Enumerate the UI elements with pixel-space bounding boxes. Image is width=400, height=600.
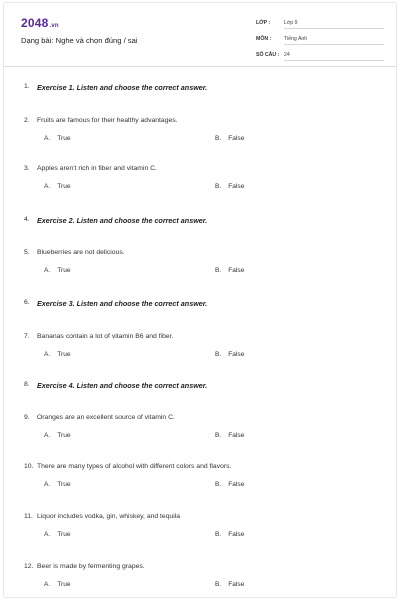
exercise-instruction: Exercise 2. Listen and choose the correct answer.	[37, 216, 208, 225]
item-number: 4.	[24, 216, 30, 223]
question-text: Blueberries are not delicious.	[37, 249, 125, 256]
item-number: 1.	[24, 83, 30, 90]
question-text: There are many types of alcohol with different colors and flavors.	[37, 463, 232, 470]
option-letter: B.	[215, 351, 222, 358]
item-number: 10.	[24, 463, 34, 470]
question-text: Liquor includes vodka, gin, whiskey, and tequila	[37, 513, 181, 520]
question-text: Apples aren't rich in fiber and vitamin C.	[37, 165, 157, 172]
option-letter: B.	[215, 531, 222, 538]
option-true[interactable]	[44, 183, 71, 190]
meta-label-subject: MÔN :	[256, 36, 272, 42]
option-text: False	[228, 531, 245, 538]
meta-value-class: Lớp 9	[284, 18, 384, 29]
item-number: 3.	[24, 165, 30, 172]
option-letter: B.	[215, 432, 222, 439]
option-text: False	[228, 481, 245, 488]
option-text: True	[57, 351, 71, 358]
option-true[interactable]	[44, 267, 71, 274]
exercise-instruction: Exercise 3. Listen and choose the correct answer.	[37, 299, 208, 308]
question-text: Bananas contain a lot of vitamin B6 and fiber.	[37, 333, 174, 340]
option-text: False	[228, 267, 245, 274]
worksheet-meta	[256, 18, 384, 66]
site-logo[interactable]	[21, 16, 59, 30]
question-text: Fruits are famous for their healthy advantages.	[37, 117, 178, 124]
logo-main: 2048	[21, 16, 49, 30]
option-false[interactable]	[215, 581, 244, 588]
meta-label-question-count: SỐ CÂU :	[256, 52, 280, 58]
worksheet-header	[4, 3, 396, 67]
option-true[interactable]	[44, 581, 71, 588]
meta-value-subject: Tiếng Anh	[284, 34, 384, 45]
option-text: True	[57, 531, 71, 538]
option-letter: B.	[215, 135, 222, 142]
option-text: False	[228, 581, 245, 588]
exercise-instruction: Exercise 1. Listen and choose the correct answer.	[37, 83, 208, 92]
item-number: 9.	[24, 414, 30, 421]
item-number: 12.	[24, 563, 34, 570]
option-false[interactable]	[215, 267, 244, 274]
option-text: True	[57, 267, 71, 274]
option-letter: B.	[215, 481, 222, 488]
option-true[interactable]	[44, 432, 71, 439]
option-letter: A.	[44, 183, 51, 190]
option-false[interactable]	[215, 481, 244, 488]
question-text: Oranges are an excellent source of vitamin C.	[37, 414, 175, 421]
option-text: False	[228, 183, 245, 190]
item-number: 2.	[24, 117, 30, 124]
option-letter: B.	[215, 267, 222, 274]
option-letter: A.	[44, 531, 51, 538]
option-text: True	[57, 432, 71, 439]
meta-row-class	[256, 18, 384, 34]
option-letter: A.	[44, 267, 51, 274]
option-letter: B.	[215, 183, 222, 190]
exercise-type-title: Dạng bài: Nghe và chọn đúng / sai	[21, 36, 138, 45]
logo-suffix: .vn	[49, 23, 59, 29]
meta-row-question-count	[256, 50, 384, 66]
question-text: Beer is made by fermenting grapes.	[37, 563, 145, 570]
meta-row-subject	[256, 34, 384, 50]
option-letter: A.	[44, 351, 51, 358]
option-letter: B.	[215, 581, 222, 588]
option-false[interactable]	[215, 531, 244, 538]
option-letter: A.	[44, 581, 51, 588]
option-text: True	[57, 481, 71, 488]
item-number: 5.	[24, 249, 30, 256]
option-text: False	[228, 351, 245, 358]
option-text: True	[57, 183, 71, 190]
option-true[interactable]	[44, 481, 71, 488]
option-false[interactable]	[215, 351, 244, 358]
item-number: 11.	[24, 513, 33, 520]
meta-label-class: LỚP :	[256, 20, 271, 26]
option-text: True	[57, 135, 71, 142]
option-letter: A.	[44, 432, 51, 439]
item-number: 8.	[24, 381, 30, 388]
worksheet-page	[3, 2, 397, 598]
option-true[interactable]	[44, 531, 71, 538]
option-false[interactable]	[215, 432, 244, 439]
item-number: 6.	[24, 299, 30, 306]
item-number: 7.	[24, 333, 30, 340]
option-true[interactable]	[44, 135, 71, 142]
option-text: False	[228, 432, 245, 439]
option-false[interactable]	[215, 183, 244, 190]
option-text: False	[228, 135, 245, 142]
meta-value-question-count: 24	[284, 50, 384, 61]
option-letter: A.	[44, 135, 51, 142]
option-letter: A.	[44, 481, 51, 488]
option-false[interactable]	[215, 135, 244, 142]
option-text: True	[57, 581, 71, 588]
option-true[interactable]	[44, 351, 71, 358]
exercise-instruction: Exercise 4. Listen and choose the correct answer.	[37, 381, 208, 390]
